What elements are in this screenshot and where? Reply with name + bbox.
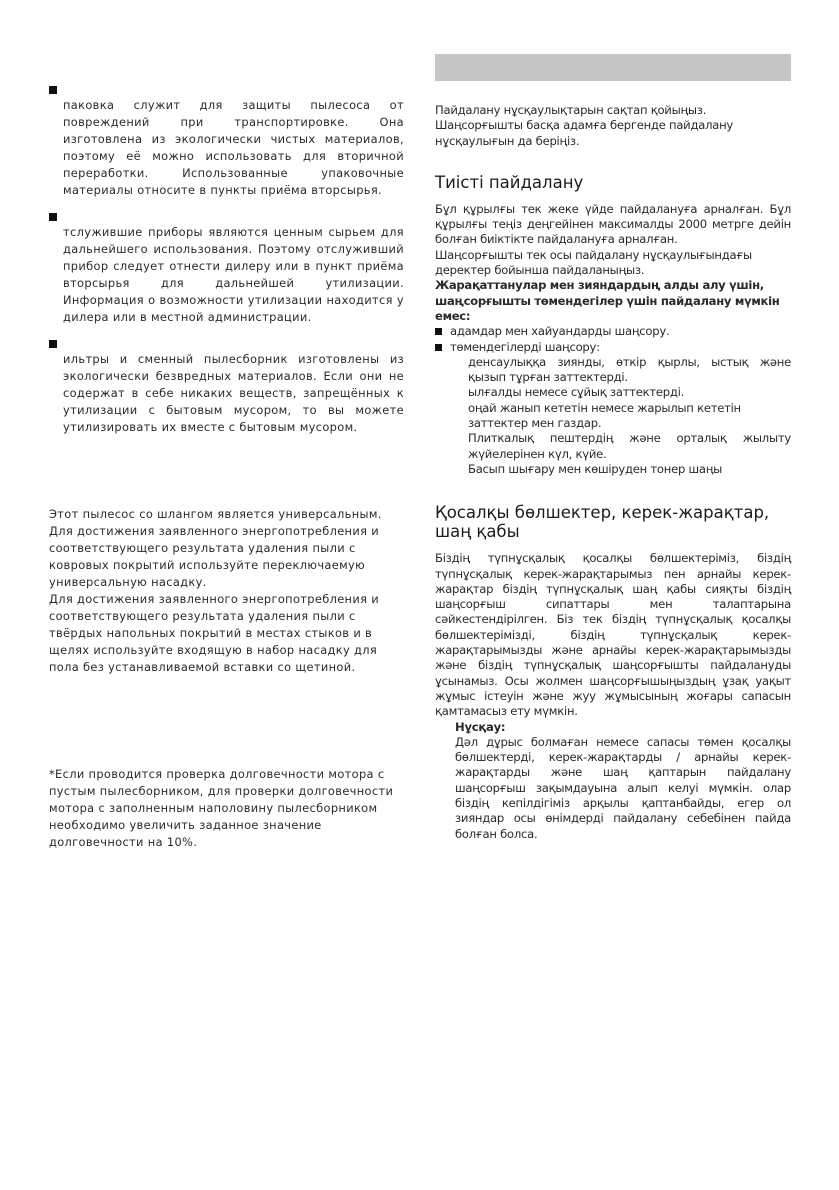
sub-list-item: Плиткалық пештердің және орталық жылыту жүйелерінен күл, күйе. — [468, 431, 791, 461]
use-paragraph-1: Бұл құрылғы тек жеке үйде пайдалануға арналған. Бұл құрылғы теңіз деңгейінен максималды 2000 метрге дейін болған биіктікте пайдалануға арналған. — [435, 201, 791, 247]
bullet-square — [49, 86, 57, 94]
left-column — [49, 86, 404, 851]
sub-list-item: Басып шығару мен көшіруден тонер шаңы — [468, 461, 723, 476]
filters-paragraph: ильтры и сменный пылесборник изготовлены из экологически безвредных материалов. Если они не содержат в себе никаких веществ, запрещённых к утилизации с бытовым мусором, то вы можете утилизировать их вместе с бытовым мусором. — [63, 352, 404, 434]
bullet-square — [49, 340, 57, 348]
section-header-bar — [435, 54, 791, 81]
keep-instructions-paragraph: Пайдалану нұсқаулықтарын сақтап қойыңыз. Шаңсорғышты басқа адамға бергенде пайдалану нұсқаулығын да беріңіз. — [435, 103, 734, 148]
packaging-paragraph: паковка служит для защиты пылесоса от повреждений при транспортировке. Она изготовлена из экологически чистых материалов, поэтому её можно использовать для вторичной переработки. Использованные упаковочные материалы относите в пункты приёма вторсырья. — [63, 98, 404, 197]
note-body: Дәл дұрыс болмаған немесе сапасы төмен қосалқы бөлшектерді, керек-жарақтарды / арнайы керек-жарақтарды және шаң қаптарын пайдалану шаңсорғыш зақымдауына алып келуі мүмкін. олар біздің кепілдігіміз арқылы қаптанбайды, егер ол зияндар осы өнімдерді пайдалану себебінен пайда болған болса. — [455, 734, 791, 841]
footnote-paragraph: *Если проводится проверка долговечности мотора с пустым пылесборником, для проверки долговечности мотора с заполненным наполовину пылесборником необходимо увеличить заданное значение долговечности на 10%. — [49, 767, 394, 849]
old-devices-paragraph: тслужившие приборы являются ценным сырьем для дальнейшего использования. Поэтому отслуживший прибор следует отнести дилеру или в пункт приёма вторсырья для дальнейшей утилизации. Информация о возможности утилизации находится у дилера или в местной администрации. — [63, 225, 404, 324]
list-item: төмендегілерді шаңсору: — [435, 340, 791, 355]
right-column — [435, 54, 791, 842]
heading-proper-use: Тиісті пайдалану — [435, 172, 584, 192]
heading-spare-parts: Қосалқы бөлшектер, керек-жарақтар, шаң қабы — [435, 503, 770, 542]
bullet-square — [435, 328, 442, 335]
universal-paragraph: Этот пылесос со шлангом является универсальным. Для достижения заявленного энергопотребления и соответствующего результата удаления пыли с ковровых покрытий используйте переключаемую универсальную насадку. — [49, 507, 382, 589]
note-heading: Нұсқау: — [455, 719, 506, 734]
use-paragraph-2: Шаңсорғышты тек осы пайдалану нұсқаулығындағы деректер бойынша пайдаланыңыз. — [435, 247, 752, 278]
spare-parts-paragraph: Біздің түпнұсқалық қосалқы бөлшектеріміз, біздің түпнұсқалық керек-жарақтарымыз пен арнайы керек-жарақтар біздің түпнұсқалық шаң қабы сияқты біздің шаңсорғыш сипаттары мен талаптарына сәйкестендірілген. Біз тек біздің түпнұсқалық қосалқы бөлшектерімізді, біздің түпнұсқалық керек-жарақтарымызды және арнайы керек-жарақтарымызды және біздің түпнұсқалық шаңсорғышты пайдалануды ұсынамыз. Осы жолмен шаңсорғышыңыздың ұзақ уақыт жұмыс істеуін және жуу жұмысының жоғары сапасын қамтамасыз ету мүмкін. — [435, 551, 791, 719]
hard-floor-paragraph: Для достижения заявленного энергопотребления и соответствующего результата удаления пыли с твёрдых напольных покрытий в местах стыков и в щелях используйте входящую в набор насадку для пола без устанавливаемой вставки со щетиной. — [49, 592, 380, 674]
list-item: адамдар мен хайуандарды шаңсору. — [435, 324, 791, 339]
bullet-square — [435, 344, 442, 351]
sub-list-item: ылғалды немесе сұйық заттектерді. — [468, 385, 685, 400]
sub-list-item: оңай жанып кететін немесе жарылып кететін заттектер мен газдар. — [468, 400, 741, 431]
warning-paragraph: Жарақаттанулар мен зияндардың алды алу үшін, шаңсорғышты төмендегілер үшін пайдалану мүмкін емес: — [435, 278, 780, 323]
sub-list-item: денсаулыққа зиянды, өткір қырлы, ыстық және қызып тұрған заттектерді. — [468, 354, 791, 385]
bullet-square — [49, 213, 57, 221]
